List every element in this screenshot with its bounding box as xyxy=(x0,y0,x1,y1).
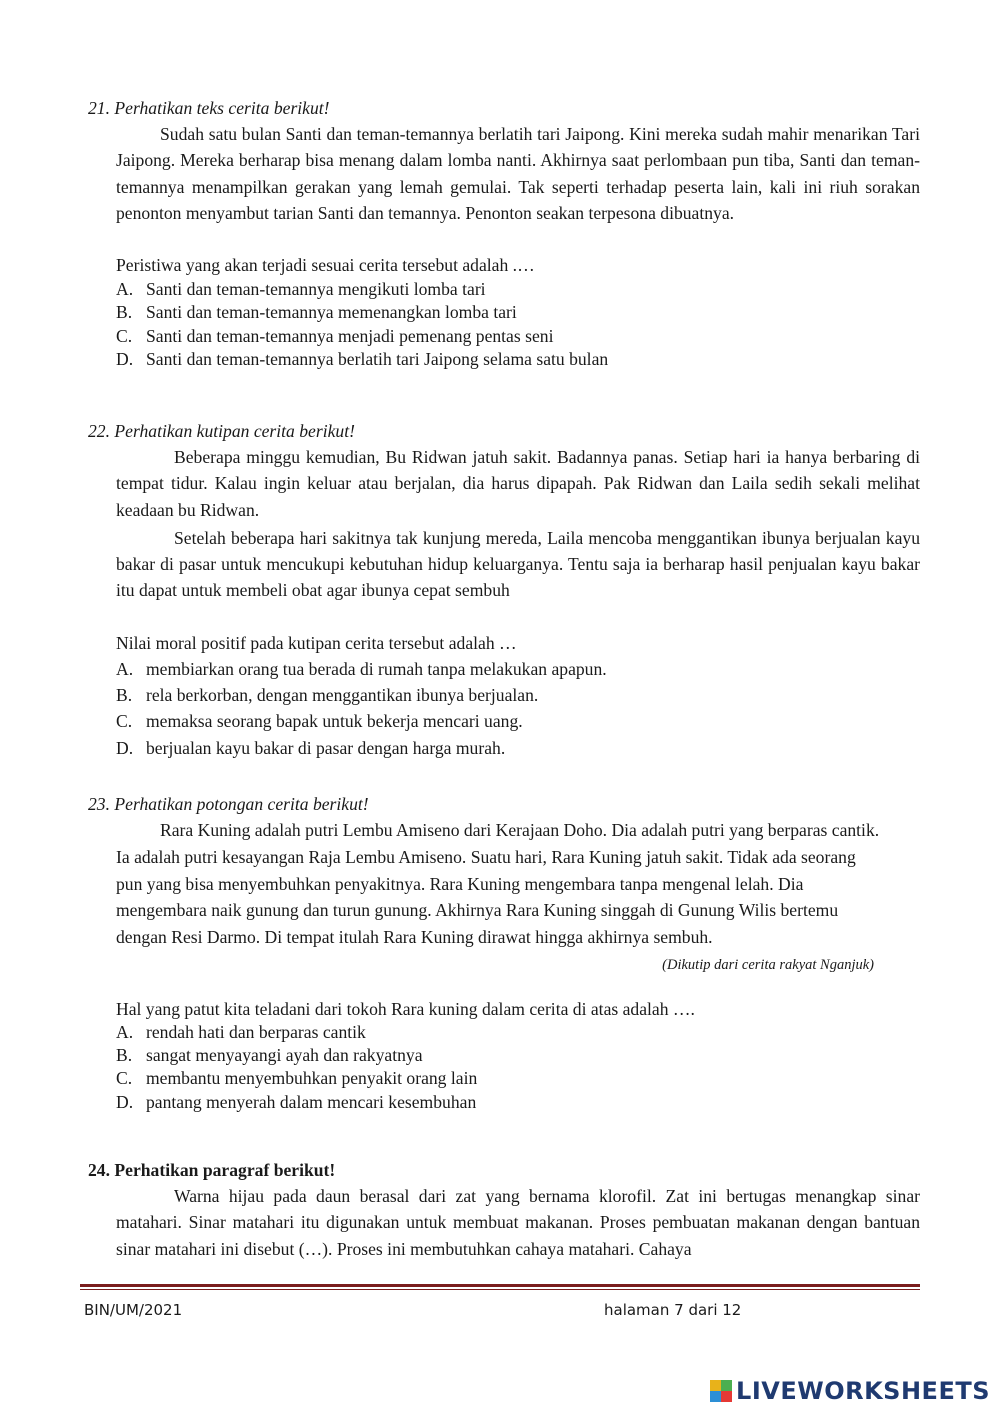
question-24-passage: Warna hijau pada daun berasal dari zat yang bernama klorofil. Zat ini bertugas menangkap sinar matahari. Sinar matahari itu digunakan untuk membuat makanan. Proses pembuatan makanan dengan bantuan sinar matahari ini disebut (…). Proses ini membutuhkan cahaya matahari. Cahaya xyxy=(116,1186,920,1259)
question-22-passage-2: Setelah beberapa hari sakitnya tak kunjung mereda, Laila mencoba menggantikan ibunya berjualan kayu bakar di pasar untuk mencukupi kebutuhan hidup keluarganya. Tentu saja ia berharap hasil penjualan kayu bakar itu dapat untuk membeli obat agar ibunya cepat sembuh xyxy=(116,527,920,601)
question-24 xyxy=(88,1157,920,1262)
question-23-passage: Rara Kuning adalah putri Lembu Amiseno dari Kerajaan Doho. Dia adalah putri yang berparas cantik. Ia adalah putri kesayangan Raja Lembu Amiseno. Suatu hari, Rara Kuning jatuh sakit. Tidak ada seorang pun yang bisa menyembuhkan penyakitnya. Rara Kuning mengembara tanpa mengenal lelah. Dia mengembara naik gunung dan turun gunung. Akhirnya Rara Kuning singgah di Gunung Wilis bertemu dengan Resi Darmo. Di tempat itulah Rara Kuning dirawat hingga akhirnya sembuh. xyxy=(116,820,880,948)
footer-rule-thin xyxy=(80,1289,920,1290)
option-21-b[interactable]: B. Santi dan teman-temannya memenangkan lomba tari xyxy=(116,302,517,323)
option-21-d[interactable]: D. Santi dan teman-temannya berlatih tari Jaipong selama satu bulan xyxy=(116,348,609,369)
question-21-title: 21. Perhatikan teks cerita berikut! xyxy=(88,98,330,118)
logo-square-3 xyxy=(710,1391,721,1402)
option-23-c[interactable]: C. membantu menyembuhkan penyakit orang lain xyxy=(116,1068,478,1089)
question-22-title: 22. Perhatikan kutipan cerita berikut! xyxy=(88,421,355,441)
footer-page-number: halaman 7 dari 12 xyxy=(604,1301,742,1319)
option-22-d[interactable]: D. berjualan kayu bakar di pasar dengan harga murah. xyxy=(116,737,506,758)
option-22-c[interactable]: C. memaksa seorang bapak untuk bekerja mencari uang. xyxy=(116,711,523,732)
question-21 xyxy=(88,95,920,371)
question-23-options xyxy=(116,1021,920,1114)
logo-square-1 xyxy=(710,1380,721,1391)
logo-square-2 xyxy=(721,1380,732,1391)
question-23 xyxy=(88,791,920,1114)
question-21-options xyxy=(116,278,920,371)
option-23-d[interactable]: D. pantang menyerah dalam mencari kesembuhan xyxy=(116,1091,477,1112)
question-23-source: (Dikutip dari cerita rakyat Nganjuk) xyxy=(662,956,874,973)
option-23-a[interactable]: A. rendah hati dan berparas cantik xyxy=(116,1021,366,1042)
option-21-c[interactable]: C. Santi dan teman-temannya menjadi pemenang pentas seni xyxy=(116,325,554,346)
option-21-a[interactable]: A. Santi dan teman-temannya mengikuti lomba tari xyxy=(116,279,486,300)
question-22-passage-1: Beberapa minggu kemudian, Bu Ridwan jatuh sakit. Badannya panas. Setiap hari ia hanya berbaring di tempat tidur. Kalau ingin keluar atau berjalan, dia harus dipapah. Pak Ridwan dan Laila sedih sekali melihat keadaan bu Ridwan. xyxy=(116,447,920,520)
footer-code: BIN/UM/2021 xyxy=(84,1301,183,1319)
question-24-title: 24. Perhatikan paragraf berikut! xyxy=(88,1160,336,1180)
footer-rule xyxy=(80,1284,920,1287)
question-22 xyxy=(88,418,920,761)
liveworksheets-watermark[interactable] xyxy=(710,1378,990,1404)
question-21-passage: Sudah satu bulan Santi dan teman-temannya berlatih tari Jaipong. Kini mereka sudah mahir menarikan Tari Jaipong. Mereka berharap bisa menang dalam lomba nanti. Akhirnya saat perlombaan pun tiba, Santi dan teman-temannya menampilkan gerakan yang lemah gemulai. Tak seperti terhadap peserta lain, kali ini riuh sorakan penonton menyambut tarian Santi dan temannya. Penonton seakan terpesona dibuatnya. xyxy=(116,124,920,223)
question-21-stem: Peristiwa yang akan terjadi sesuai cerita tersebut adalah .… xyxy=(116,255,535,276)
option-22-b[interactable]: B. rela berkorban, dengan menggantikan ibunya berjualan. xyxy=(116,685,539,706)
question-23-title: 23. Perhatikan potongan cerita berikut! xyxy=(88,794,369,814)
option-22-a[interactable]: A. membiarkan orang tua berada di rumah tanpa melakukan apapun. xyxy=(116,658,607,679)
liveworksheets-wordmark: LIVEWORKSHEETS xyxy=(736,1377,990,1405)
question-22-stem: Nilai moral positif pada kutipan cerita tersebut adalah … xyxy=(116,632,517,653)
question-23-stem: Hal yang patut kita teladani dari tokoh Rara kuning dalam cerita di atas adalah …. xyxy=(116,998,695,1019)
question-22-options xyxy=(116,656,920,761)
logo-square-4 xyxy=(721,1391,732,1402)
liveworksheets-logo-icon xyxy=(710,1380,732,1402)
option-23-b[interactable]: B. sangat menyayangi ayah dan rakyatnya xyxy=(116,1045,423,1066)
